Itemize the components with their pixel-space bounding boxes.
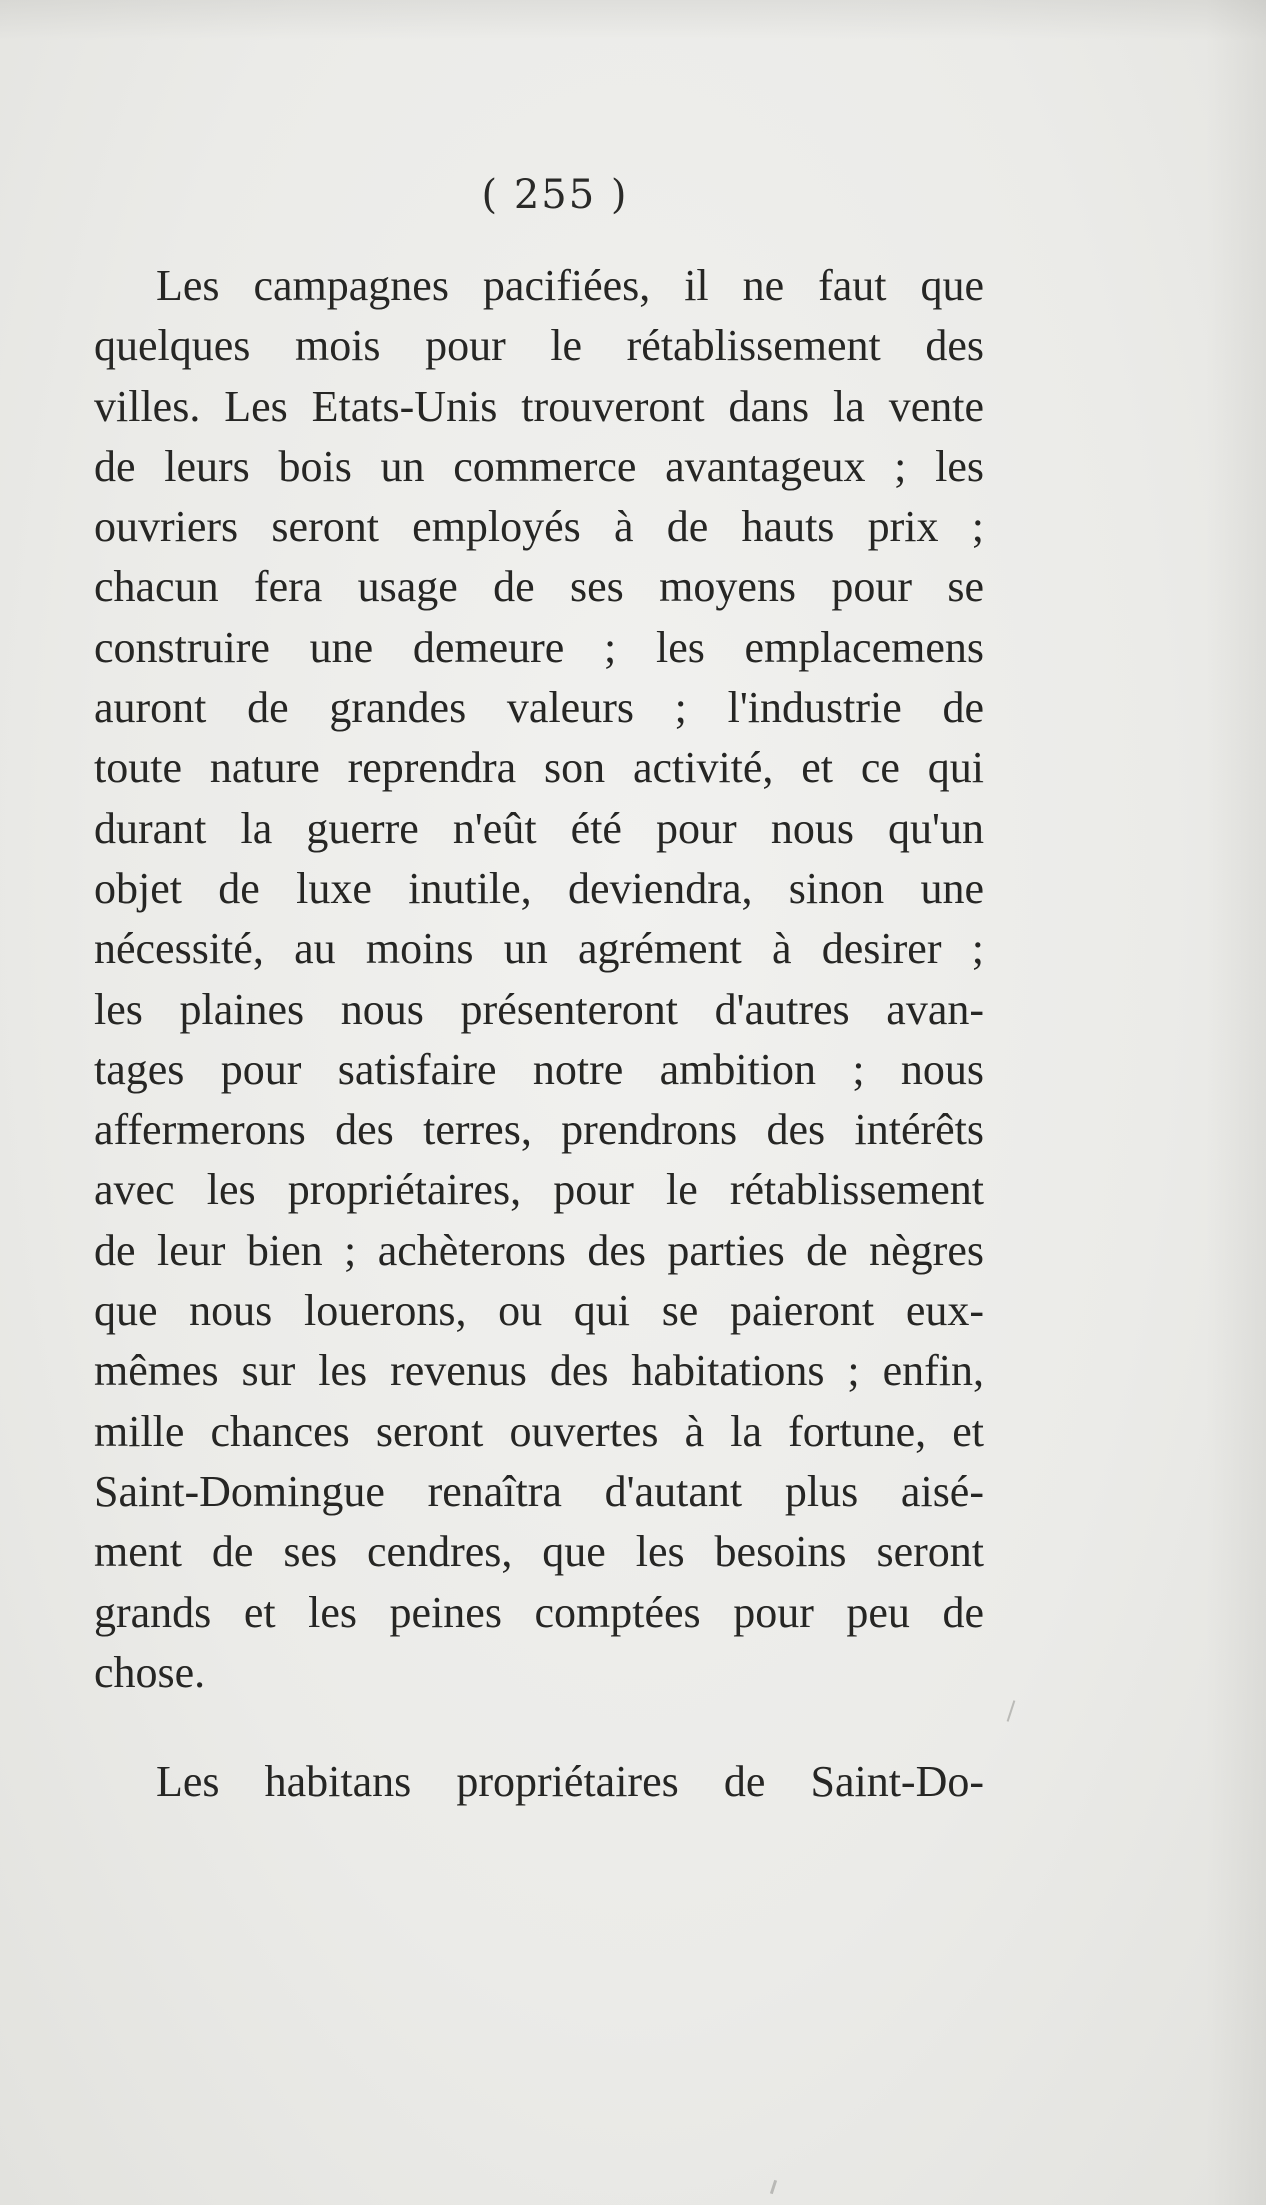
text-line: auront de grandes valeurs ; l'industrie de <box>94 683 984 733</box>
text-line: ment de ses cendres, que les besoins seront <box>94 1527 984 1577</box>
text-line: construire une demeure ; les emplacemens <box>94 622 984 672</box>
text-line: mille chances seront ouvertes à la fortune, et <box>94 1406 984 1456</box>
text-line: toute nature reprendra son activité, et ce qui <box>94 743 984 793</box>
text-line: Saint-Domingue renaîtra d'autant plus aisé- <box>94 1466 984 1516</box>
text-line: tages pour satisfaire notre ambition ; nous <box>94 1044 984 1094</box>
text-line: chacun fera usage de ses moyens pour se <box>94 562 984 612</box>
text-line: grands et les peines comptées pour peu de <box>94 1587 984 1637</box>
text-line: ouvriers seront employés à de hauts prix ; <box>94 502 984 552</box>
paper-speck <box>770 2180 777 2194</box>
text-line: Les campagnes pacifiées, il ne faut que <box>156 261 984 310</box>
text-line: de leur bien ; achèterons des parties de nègres <box>94 1225 984 1275</box>
paragraph-2 <box>94 1752 984 1812</box>
text-line: objet de luxe inutile, deviendra, sinon une <box>94 863 984 913</box>
text-line: affermerons des terres, prendrons des intérêts <box>94 1105 984 1155</box>
text-line: mêmes sur les revenus des habitations ; enfin, <box>94 1346 984 1396</box>
text-line: chose. <box>94 1647 206 1697</box>
text-line: durant la guerre n'eût été pour nous qu'un <box>94 803 984 853</box>
paper-speck <box>1007 1700 1016 1722</box>
page-edge-shadow <box>1206 0 1266 2205</box>
text-line: avec les propriétaires, pour le rétablissement <box>94 1165 984 1215</box>
text-line: les plaines nous présenteront d'autres avan- <box>94 984 984 1034</box>
text-line: Les habitans propriétaires de Saint-Do- <box>156 1757 984 1806</box>
text-line: villes. Les Etats-Unis trouveront dans la vente <box>94 381 984 431</box>
text-line: de leurs bois un commerce avantageux ; les <box>94 441 984 491</box>
text-line: nécessité, au moins un agrément à desirer ; <box>94 924 984 974</box>
page-number: ( 255 ) <box>481 172 629 218</box>
page-top-shadow <box>0 0 1266 40</box>
text-line: que nous louerons, ou qui se paieront eux- <box>94 1286 984 1336</box>
text-line: quelques mois pour le rétablissement des <box>94 321 984 371</box>
paragraph-1 <box>94 256 984 1703</box>
